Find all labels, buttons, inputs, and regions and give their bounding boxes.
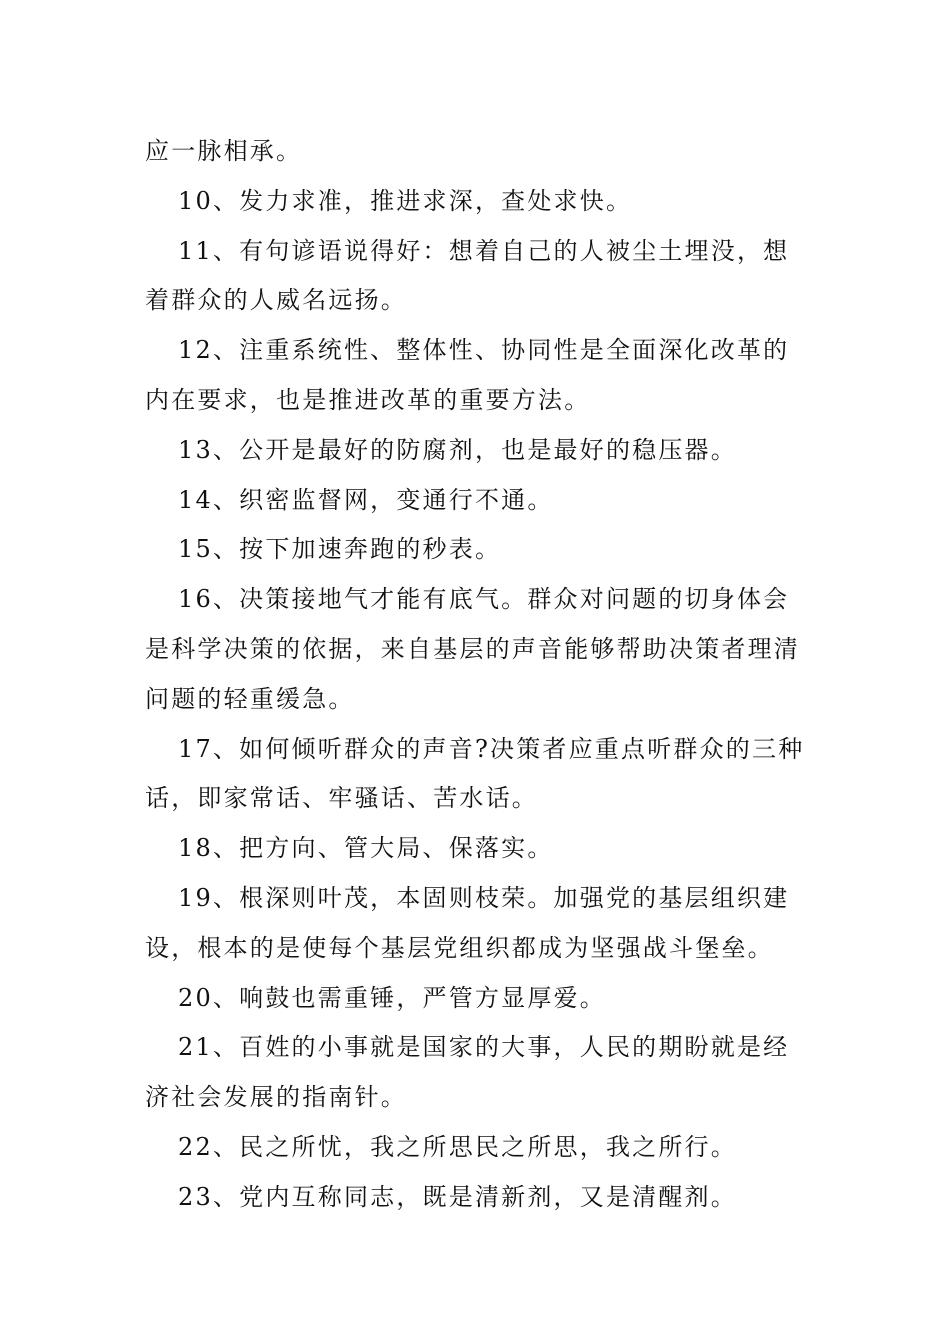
paragraph-item-11: 11、有句谚语说得好：想着自己的人被尘土埋没，想着群众的人威名远扬。: [145, 236, 790, 315]
paragraph-item-17: 17、如何倾听群众的声音?决策者应重点听群众的三种话，即家常话、牢骚话、苦水话。: [145, 734, 805, 813]
paragraph-item-19: 19、根深则叶茂，本固则枝荣。加强党的基层组织建设，根本的是使每个基层党组织都成为坚强战斗堡垒。: [145, 883, 790, 962]
paragraph-item-15: 15、按下加速奔跑的秒表。: [178, 535, 502, 564]
paragraph-item-13: 13、公开是最好的防腐剂，也是最好的稳压器。: [178, 435, 737, 464]
paragraph-item-14: 14、织密监督网，变通行不通。: [178, 485, 554, 514]
paragraph-item-23: 23、党内互称同志，既是清新剂，又是清醒剂。: [178, 1182, 737, 1211]
paragraph-item-10: 10、发力求准，推进求深，查处求快。: [178, 186, 633, 215]
paragraph-item-16: 16、决策接地气才能有底气。群众对问题的切身体会是科学决策的依据，来自基层的声音能够帮助决策者理清问题的轻重缓急。: [145, 585, 800, 713]
paragraph-item-12: 12、注重系统性、整体性、协同性是全面深化改革的内在要求，也是推进改革的重要方法。: [145, 336, 790, 414]
paragraph-continuation: 应一脉相承。: [145, 137, 303, 165]
paragraph-item-20: 20、响鼓也需重锤，严管方显厚爱。: [178, 983, 606, 1012]
paragraph-item-21: 21、百姓的小事就是国家的大事，人民的期盼就是经济社会发展的指南针。: [145, 1033, 790, 1112]
paragraph-item-18: 18、把方向、管大局、保落实。: [178, 834, 554, 863]
document-body: [145, 127, 807, 1223]
paragraph-item-22: 22、民之所忧，我之所思民之所思，我之所行。: [178, 1132, 737, 1161]
